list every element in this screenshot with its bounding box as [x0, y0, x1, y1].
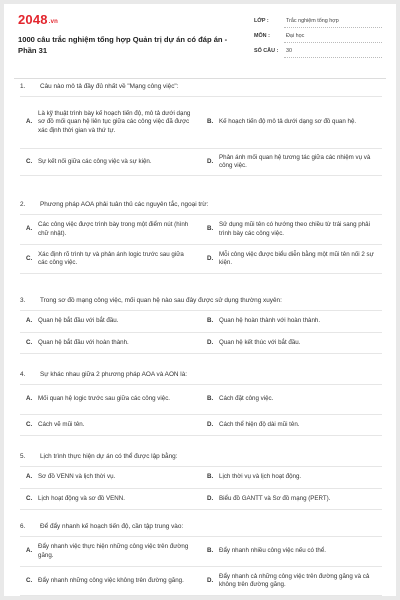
option-row — [20, 332, 382, 354]
answer-option[interactable] — [20, 221, 201, 238]
question-stem: Trong sơ đồ mạng công việc, mối quan hệ nào sau đây được sử dụng thường xuyên: — [40, 297, 282, 304]
question-stem: Sự khác nhau giữa 2 phương pháp AOA và AON là: — [40, 371, 188, 378]
option-row — [20, 310, 382, 332]
meta-value: 30 — [284, 48, 382, 58]
option-row — [20, 384, 382, 414]
option-letter: D. — [207, 494, 214, 502]
option-row — [20, 148, 382, 176]
answer-options — [20, 536, 382, 596]
meta-value: Trắc nghiệm tổng hợp — [284, 18, 382, 28]
question-text — [20, 200, 382, 210]
option-letter: C. — [26, 254, 33, 262]
option-row — [20, 488, 382, 510]
question-number: 4. — [20, 371, 26, 378]
option-letter: C. — [26, 157, 33, 165]
option-text: Quan hệ kết thúc với bắt đầu. — [219, 338, 301, 346]
option-letter: D. — [207, 254, 214, 262]
option-letter: C. — [26, 420, 33, 428]
answer-option[interactable] — [20, 158, 201, 167]
answer-option[interactable] — [201, 339, 382, 348]
option-letter: D. — [207, 157, 214, 165]
question — [20, 452, 382, 510]
option-row — [20, 96, 382, 148]
meta-row-subject — [254, 33, 382, 48]
answer-option[interactable] — [201, 118, 382, 127]
option-text: Biểu đồ GANTT và Sơ đồ mạng (PERT). — [219, 494, 331, 502]
question — [20, 370, 382, 436]
question-number: 3. — [20, 297, 26, 304]
answer-option[interactable] — [201, 547, 382, 556]
option-text: Mỗi công việc được biểu diễn bằng một mũi tên nối 2 sự kiện. — [219, 250, 374, 266]
option-text: Sự kết nối giữa các công việc và sự kiện. — [38, 157, 152, 165]
option-letter: B. — [207, 225, 214, 233]
option-text: Cách đặt công việc. — [219, 395, 274, 403]
option-letter: C. — [26, 576, 33, 584]
answer-option[interactable] — [201, 251, 382, 268]
answer-options — [20, 96, 382, 176]
answer-option[interactable] — [20, 317, 201, 326]
option-letter: A. — [26, 317, 33, 325]
question — [20, 522, 382, 596]
answer-option[interactable] — [20, 421, 201, 430]
question — [20, 296, 382, 354]
option-letter: B. — [207, 547, 214, 555]
answer-options — [20, 384, 382, 436]
option-text: Sơ đồ VENN và lịch thời vụ. — [38, 473, 116, 481]
option-row — [20, 414, 382, 436]
document-title: 1000 câu trắc nghiệm tổng hợp Quản trị dự án có đáp án - Phần 31 — [18, 35, 228, 55]
option-letter: A. — [26, 547, 33, 555]
logo-text: 2048 — [18, 12, 48, 27]
answer-option[interactable] — [201, 154, 382, 171]
meta-key: SỐ CÂU : — [254, 48, 279, 54]
question-stem: Phương pháp AOA phải tuân thủ các nguyên tắc, ngoại trừ: — [40, 201, 209, 208]
option-text: Quan hệ hoàn thành với hoàn thành. — [219, 317, 321, 325]
question-number: 5. — [20, 453, 26, 460]
question-number: 2. — [20, 201, 26, 208]
question-text — [20, 82, 382, 92]
option-text: Lịch hoạt động và sơ đồ VENN. — [38, 494, 125, 502]
answer-option[interactable] — [20, 543, 201, 560]
option-text: Quan hệ bắt đầu với bắt đầu. — [38, 317, 119, 325]
option-letter: D. — [207, 576, 214, 584]
answer-options — [20, 214, 382, 274]
question-stem: Để đẩy nhanh kế hoạch tiến độ, cần tập trung vào: — [40, 523, 184, 530]
question-text — [20, 370, 382, 380]
option-letter: B. — [207, 118, 214, 126]
answer-option[interactable] — [201, 221, 382, 238]
option-letter: C. — [26, 494, 33, 502]
question-text — [20, 296, 382, 306]
question-number: 6. — [20, 523, 26, 530]
option-letter: A. — [26, 225, 33, 233]
option-text: Cách thể hiện độ dài mũi tên. — [219, 420, 300, 428]
answer-options — [20, 466, 382, 510]
question-number: 1. — [20, 83, 26, 90]
option-letter: A. — [26, 473, 33, 481]
option-row — [20, 536, 382, 566]
answer-option[interactable] — [20, 473, 201, 482]
option-row — [20, 214, 382, 244]
answer-options — [20, 310, 382, 354]
header-divider — [14, 78, 386, 79]
answer-option[interactable] — [20, 495, 201, 504]
option-text: Mối quan hệ logic trước sau giữa các công việc. — [38, 395, 171, 403]
answer-option[interactable] — [201, 421, 382, 430]
option-text: Phản ánh mối quan hệ tương tác giữa các nhiệm vụ và công việc. — [219, 153, 371, 169]
answer-option[interactable] — [20, 577, 201, 586]
option-letter: A. — [26, 395, 33, 403]
option-text: Quan hệ bắt đầu với hoàn thành. — [38, 338, 129, 346]
option-text: Sử dụng mũi tên có hướng theo chiều từ trái sang phải trình bày các công việc. — [219, 221, 370, 237]
answer-option[interactable] — [201, 495, 382, 504]
meta-value: Đại học — [284, 33, 382, 43]
question-text — [20, 452, 382, 462]
option-text: Xác định rõ trình tự và phản ánh logic trước sau giữa các công việc. — [38, 250, 184, 266]
answer-option[interactable] — [20, 395, 201, 404]
answer-option[interactable] — [20, 110, 201, 136]
meta-key: LỚP : — [254, 18, 269, 24]
option-text: Đẩy nhanh nhiều công việc nếu có thể. — [219, 547, 326, 555]
option-row — [20, 466, 382, 488]
option-text: Đẩy nhanh cả những công việc trên đường găng và cả không trên đường găng. — [219, 572, 370, 588]
answer-option[interactable] — [201, 473, 382, 482]
option-letter: C. — [26, 338, 33, 346]
site-logo[interactable] — [18, 12, 58, 27]
option-text: Là kỹ thuật trình bày kế hoạch tiến độ, mô tả dưới dạng sơ đồ mối quan hệ liên tục giữa các công việc đã được xác định thời gian và thứ tự. — [38, 109, 191, 134]
answer-option[interactable] — [201, 573, 382, 590]
answer-option[interactable] — [20, 339, 201, 348]
document-header — [4, 4, 396, 68]
option-letter: B. — [207, 317, 214, 325]
answer-option[interactable] — [20, 251, 201, 268]
option-letter: D. — [207, 420, 214, 428]
option-text: Cách vẽ mũi tên. — [38, 420, 85, 428]
question — [20, 200, 382, 274]
option-text: Kế hoạch tiến độ mô tả dưới dạng sơ đồ quan hệ. — [219, 118, 357, 126]
question — [20, 82, 382, 176]
option-text: Các công việc được trình bày trong một điểm nút (hình chữ nhật). — [38, 221, 189, 237]
meta-row-question-count — [254, 48, 382, 63]
answer-option[interactable] — [201, 395, 382, 404]
question-text — [20, 522, 382, 532]
document-page — [4, 4, 396, 596]
question-stem: Lịch trình thực hiện dự án có thể được lập bằng: — [40, 453, 178, 460]
option-text: Lịch thời vụ và lịch hoạt động. — [219, 473, 302, 481]
option-letter: B. — [207, 473, 214, 481]
option-row — [20, 566, 382, 596]
option-row — [20, 244, 382, 274]
option-letter: D. — [207, 338, 214, 346]
option-text: Đẩy nhanh những công việc không trên đường găng. — [38, 576, 184, 584]
meta-row-class — [254, 18, 382, 33]
option-letter: B. — [207, 395, 214, 403]
option-letter: A. — [26, 118, 33, 126]
meta-key: MÔN : — [254, 33, 270, 39]
answer-option[interactable] — [201, 317, 382, 326]
logo-suffix: .vn — [48, 19, 59, 25]
document-meta — [254, 18, 382, 63]
option-text: Đẩy nhanh việc thực hiện những công việc trên đường găng. — [38, 543, 189, 559]
question-stem: Câu nào mô tả đầy đủ nhất về "Mạng công việc": — [40, 83, 179, 90]
